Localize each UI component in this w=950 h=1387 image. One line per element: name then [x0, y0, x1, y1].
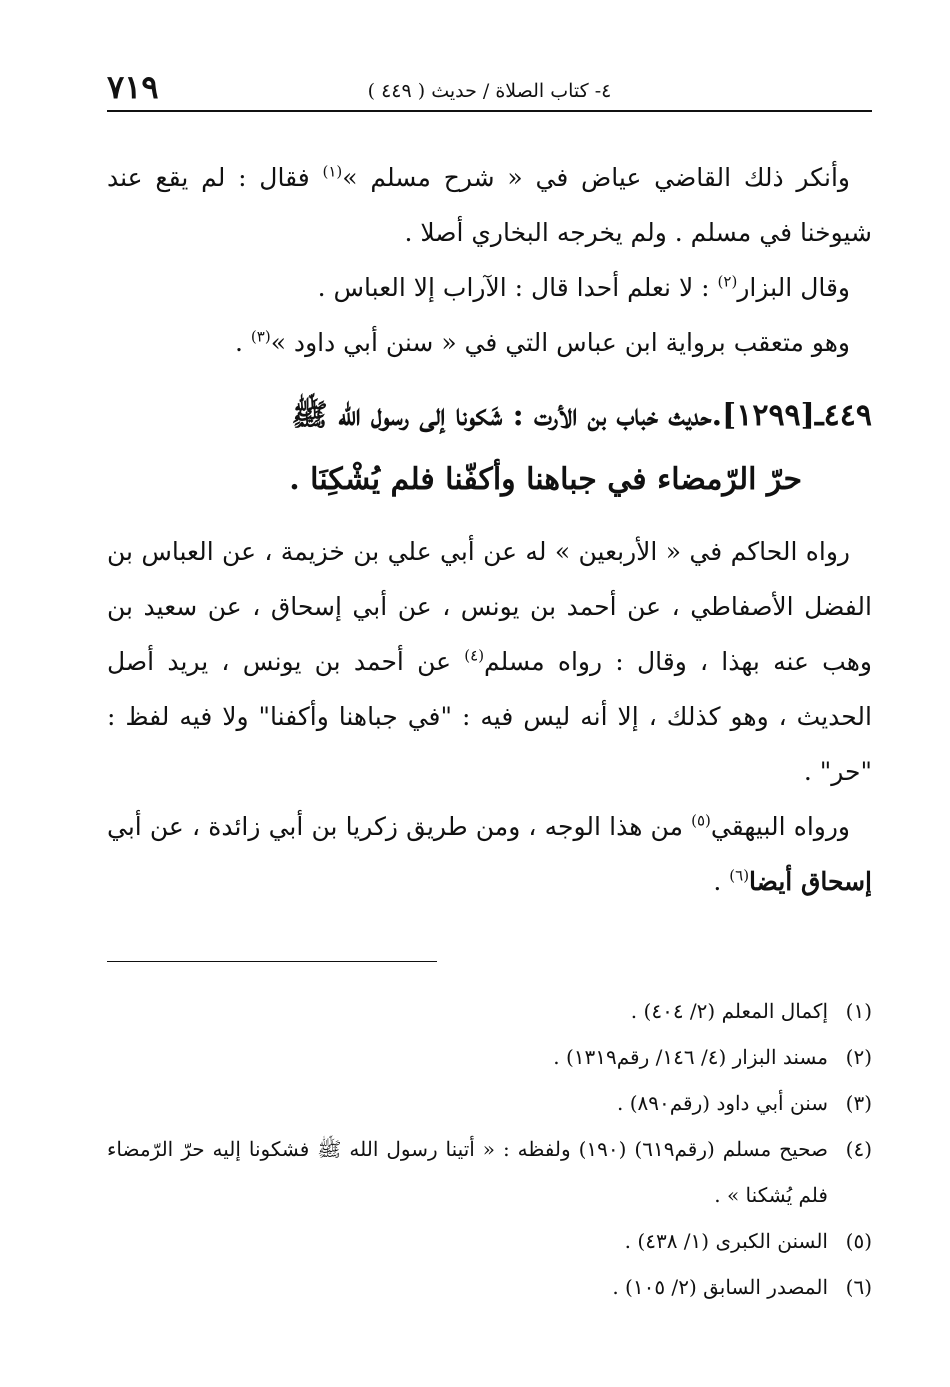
footnote-item — [107, 1264, 872, 1310]
hadith-heading — [107, 384, 872, 512]
paragraph-qadi-iyad — [107, 150, 872, 260]
hadith-heading-line: حرّ الرّمضاء في جباهنا وأكفّنا فلم يُشْكِنَا . — [289, 462, 802, 497]
footnote-item — [107, 1080, 872, 1126]
footnote-number: (١) — [845, 999, 872, 1023]
paragraph-text: ورواه البيهقي — [710, 812, 850, 841]
paragraph-text: من هذا الوجه ، ومن طريق زكريا بن أبي زائدة ، عن أبي — [107, 812, 692, 841]
paragraph-bazzar — [107, 260, 872, 315]
page-number: ٧١٩ — [107, 68, 159, 106]
main-text — [107, 150, 872, 909]
footnote-text: مسند البزار (٤/ ١٤٦/ رقم١٣١٩) . — [553, 1045, 828, 1069]
paragraph-text: وقال البزار — [737, 273, 850, 302]
hadith-heading-line: ٤٤٩ـ[١٢٩٩].حديث خباب بن الأرت : شَكونا إلى رسول الله ﷺ — [291, 398, 872, 433]
book-page — [107, 60, 872, 1387]
footnote-marker: (٤) — [464, 646, 485, 665]
footnote-number: (٢) — [845, 1045, 872, 1069]
paragraph-bayhaqi — [107, 799, 872, 909]
footnote-divider — [107, 961, 437, 962]
footnote-text: السنن الكبرى (١/ ٤٣٨) . — [624, 1229, 828, 1253]
running-title: ٤- كتاب الصلاة / حديث ( ٤٤٩ ) — [367, 80, 612, 102]
paragraph-hakim — [107, 524, 872, 799]
footnote-marker: (٢) — [717, 272, 738, 291]
paragraph-text: : لا نعلم أحدا قال : الآراب إلا العباس . — [317, 273, 718, 302]
paragraph-text: . — [235, 328, 251, 357]
paragraph-abu-dawud — [107, 315, 872, 370]
footnote-item — [107, 1218, 872, 1264]
footnote-marker: (١) — [322, 162, 343, 181]
footnote-number: (٦) — [845, 1275, 872, 1299]
footnote-marker: (٦) — [729, 866, 750, 885]
paragraph-text: وهو متعقب برواية ابن عباس التي في « سنن أبي داود » — [270, 328, 850, 357]
paragraph-text: عن أحمد بن يونس ، يريد أصل الحديث ، وهو كذلك ، إلا أنه ليس فيه : "في جباهنا وأكفنا" ولا فيه لفظ : "حر" . — [107, 647, 872, 786]
footnote-marker: (٣) — [250, 327, 271, 346]
footnote-item — [107, 988, 872, 1034]
paragraph-text: . — [713, 867, 730, 896]
footnote-item — [107, 1034, 872, 1080]
paragraph-text-bold: إسحاق أيضا — [749, 867, 872, 896]
footnote-number: (٣) — [845, 1091, 872, 1115]
paragraph-text: وأنكر ذلك القاضي عياض في « شرح مسلم » — [342, 163, 850, 192]
footnote-text: المصدر السابق (٢/ ١٠٥) . — [612, 1275, 828, 1299]
footnote-number: (٥) — [845, 1229, 872, 1253]
footnote-text: صحيح مسلم (رقم٦١٩) (١٩٠) ولفظه : « أتينا رسول الله ﷺ فشكونا إليه حرّ الرّمضاء فلم يُشكنا » . — [107, 1137, 829, 1207]
footnote-number: (٤) — [845, 1137, 872, 1161]
footnote-text: إكمال المعلم (٢/ ٤٠٤) . — [630, 999, 828, 1023]
paragraph-text: فقال : لم يقع عند شيوخنا في مسلم . ولم يخرجه البخاري أصلا . — [107, 163, 872, 247]
footnote-item — [107, 1126, 872, 1218]
page-header — [107, 60, 872, 112]
footnote-text: سنن أبي داود (رقم٨٩٠) . — [616, 1091, 828, 1115]
footnote-marker: (٥) — [691, 811, 711, 830]
footnotes — [107, 988, 872, 1310]
paragraph-text: رواه الحاكم في « الأربعين » له عن أبي علي بن خزيمة ، عن العباس بن الفضل الأصفاطي ، عن أحمد بن يونس ، عن أبي إسحاق ، عن سعيد بن وهب عنه بهذا ، وقال : رواه مسلم — [107, 537, 872, 676]
